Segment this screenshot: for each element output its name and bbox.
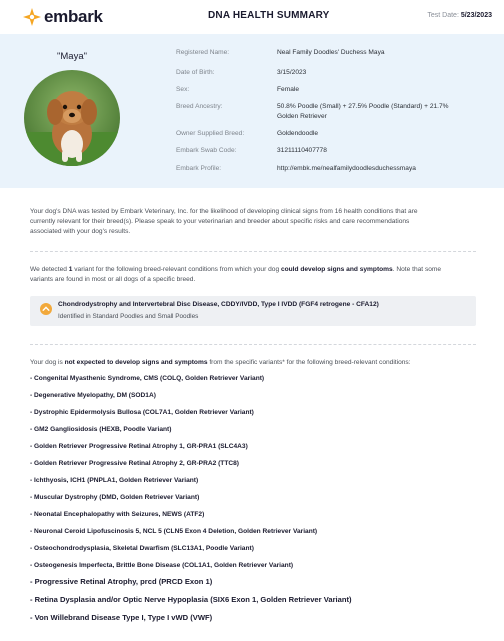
- condition-item: - Congenital Myasthenic Syndrome, CMS (COLQ, Golden Retriever Variant): [30, 375, 265, 382]
- condition-item: - Retina Dysplasia and/or Optic Nerve Hypoplasia (SIX6 Exon 1, Golden Retriever Variant): [30, 595, 352, 604]
- variant-title: Chondrodystrophy and Intervertebral Disc Disease, CDDY/IVDD, Type I IVDD (FGF4 retrogene - CFA12): [58, 301, 379, 308]
- page-title: DNA HEALTH SUMMARY: [208, 10, 330, 21]
- condition-item: - Neuronal Ceroid Lipofuscinosis 5, NCL 5 (CLN5 Exon 4 Deletion, Golden Retriever Variant): [30, 528, 318, 535]
- condition-item: - Ichthyosis, ICH1 (PNPLA1, Golden Retriever Variant): [30, 477, 199, 484]
- condition-item: - Golden Retriever Progressive Retinal Atrophy 2, GR-PRA2 (TTC8): [30, 460, 239, 467]
- info-label: Registered Name:: [176, 49, 230, 56]
- intro-line: Your dog's DNA was tested by Embark Veterinary, Inc. for the likelihood of developing clinical signs from 16 health conditions that are: [30, 208, 418, 215]
- condition-item: - GM2 Gangliosidosis (HEXB, Poodle Variant): [30, 426, 172, 433]
- info-label: Sex:: [176, 86, 190, 93]
- condition-item: - Osteochondrodysplasia, Skeletal Dwarfism (SLC13A1, Poodle Variant): [30, 545, 254, 552]
- condition-item: - Degenerative Myelopathy, DM (SOD1A): [30, 392, 156, 399]
- test-date: [427, 12, 492, 19]
- condition-item: - Von Willebrand Disease Type I, Type I vWD (VWF): [30, 613, 213, 622]
- test-date-value: 5/23/2023: [460, 12, 492, 19]
- info-value: Neal Family Doodles' Duchess Maya: [277, 49, 385, 56]
- report-header: [0, 0, 504, 34]
- detected-paragraph: [30, 265, 476, 285]
- condition-item: - Muscular Dystrophy (DMD, Golden Retriever Variant): [30, 494, 200, 501]
- intro-line: associated with your dog's results.: [30, 228, 131, 235]
- info-label: Embark Swab Code:: [176, 147, 237, 154]
- info-value: 3/15/2023: [277, 69, 307, 76]
- intro-paragraph: [30, 207, 476, 237]
- brand-logo[interactable]: [22, 6, 103, 28]
- info-value: Goldendoodle: [277, 130, 319, 137]
- test-date-label: Test Date:: [427, 12, 459, 19]
- not-expected-line: Your dog is not expected to develop signs and symptoms from the specific variants* for the following breed-relevant conditions:: [30, 359, 411, 366]
- intro-line: currently relevant for their breed(s). Please speak to your veterinarian and breeder about specific risks and care recommendations: [30, 218, 410, 225]
- divider: [30, 251, 476, 252]
- info-value: Female: [277, 86, 299, 93]
- info-label: Date of Birth:: [176, 69, 215, 76]
- condition-item: - Progressive Retinal Atrophy, prcd (PRCD Exon 1): [30, 577, 213, 586]
- dog-photo-icon: [24, 70, 120, 166]
- condition-item: - Osteogenesis Imperfecta, Brittle Bone Disease (COL1A1, Golden Retriever Variant): [30, 562, 294, 569]
- detected-line: variants are found in most or all dogs of a specific breed.: [30, 276, 196, 283]
- embark-star-logo-icon: [22, 7, 42, 27]
- detected-variant-card[interactable]: [30, 296, 476, 326]
- warning-icon: [40, 303, 52, 315]
- info-label: Breed Ancestry:: [176, 103, 223, 110]
- condition-item: - Dystrophic Epidermolysis Bullosa (COL7A1, Golden Retriever Variant): [30, 409, 254, 416]
- not-expected-paragraph: [30, 358, 476, 368]
- dog-name: "Maya": [57, 51, 87, 62]
- info-label: Owner Supplied Breed:: [176, 130, 245, 137]
- condition-item: - Neonatal Encephalopathy with Seizures, NEWS (ATF2): [30, 511, 205, 518]
- divider: [30, 344, 476, 345]
- detected-line: We detected 1 variant for the following breed-relevant conditions from which your dog could develop signs and symptoms. Note that some: [30, 266, 442, 273]
- condition-item: - Golden Retriever Progressive Retinal Atrophy 1, GR-PRA1 (SLC4A3): [30, 443, 248, 450]
- info-label: Embark Profile:: [176, 165, 222, 172]
- info-value-line1: 50.8% Poodle (Small) + 27.5% Poodle (Standard) + 21.7%: [277, 103, 449, 110]
- info-value-line2: Golden Retriever: [277, 113, 327, 120]
- variant-subtitle: Identified in Standard Poodles and Small Poodles: [58, 313, 199, 320]
- info-value: 31211110407778: [277, 147, 327, 154]
- brand-name: embark: [44, 7, 103, 26]
- profile-link[interactable]: http://embk.me/nealfamilydoodlesduchessmaya: [277, 165, 416, 172]
